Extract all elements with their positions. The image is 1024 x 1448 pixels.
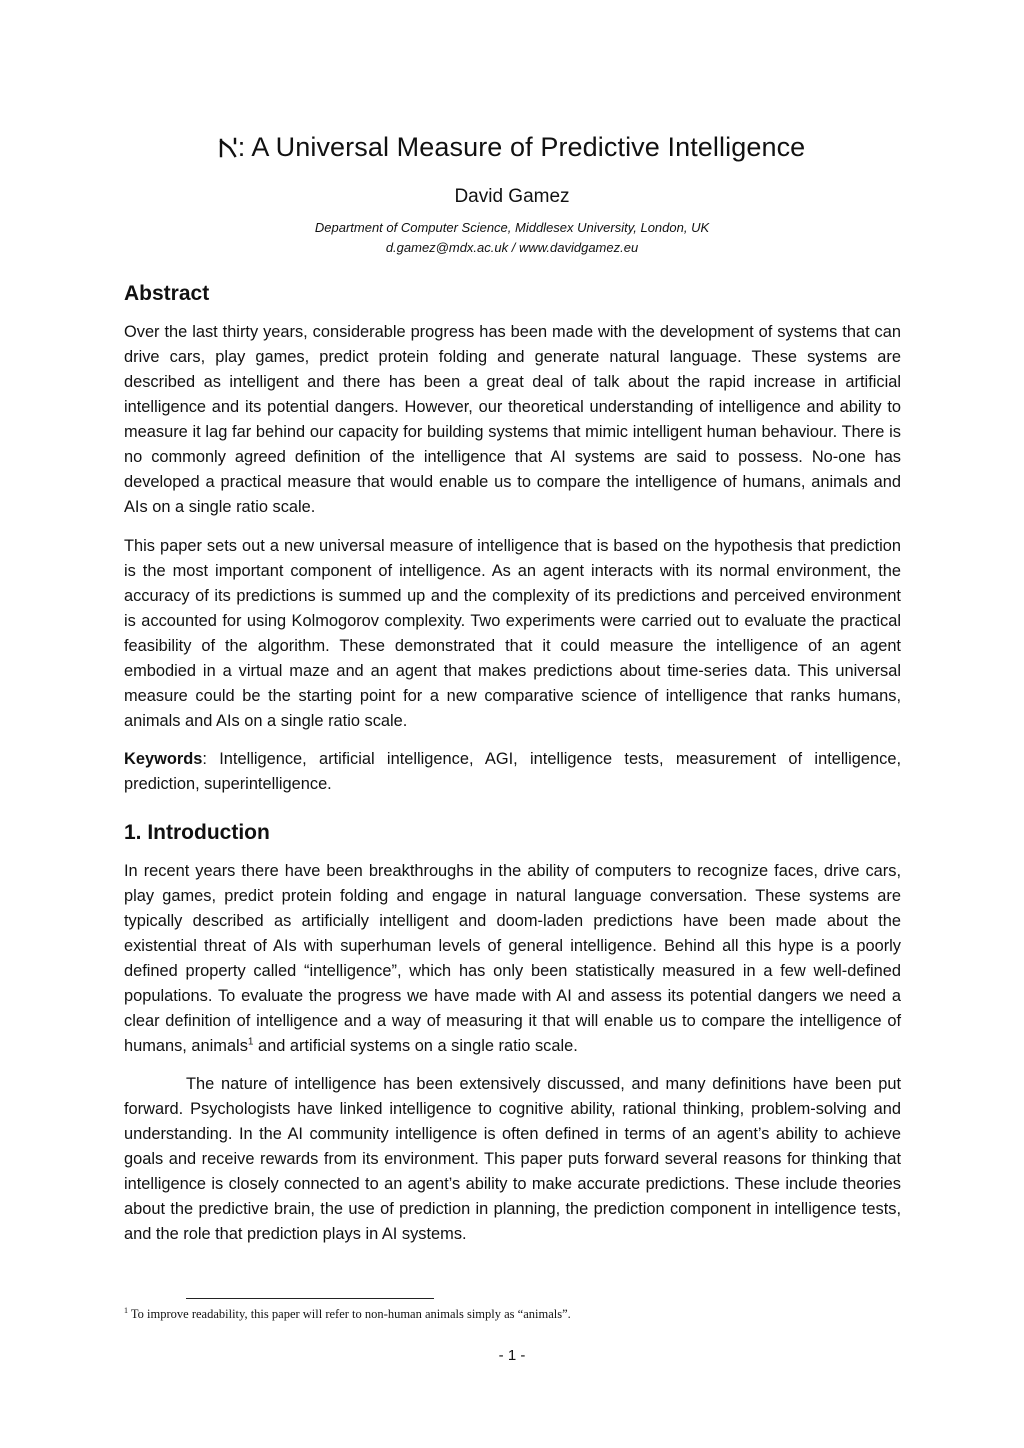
introduction-paragraph-1-text: In recent years there have been breakthroughs in the ability of computers to recognize faces, drive cars, play games, predict protein folding and engage in natural language conversation. These systems are typically described as artificially intelligent and doom-laden predictions have been made about the existential threat of AIs with superhuman levels of general intelligence. Behind all this hype is a poorly defined property called “intelligence”, which has only been statistically measured in a few well-defined populations. To evaluate the progress we have made with AI and assess its potential dangers we need a clear definition of intelligence and a way of measuring it that will enable us to compare the intelligence of humans, animals — [124, 862, 901, 1055]
keywords-text: : Intelligence, artificial intelligence, AGI, intelligence tests, measurement of intelligence, prediction, superintelligence. — [124, 750, 901, 793]
keywords — [124, 747, 901, 797]
author-affiliation: Department of Computer Science, Middlesex University, London, UK — [314, 220, 710, 235]
author-name: David Gamez — [454, 186, 570, 207]
kappa-symbol-icon — [219, 135, 237, 166]
footnote-divider — [186, 1298, 434, 1299]
footnote-reference[interactable]: 1 — [247, 1036, 254, 1048]
author-contact: d.gamez@mdx.ac.uk / www.davidgamez.eu — [385, 240, 639, 255]
footnote-marker: 1 — [124, 1305, 128, 1315]
footnote — [124, 1307, 571, 1322]
abstract-heading: Abstract — [124, 282, 210, 305]
abstract-paragraph-1: Over the last thirty years, considerable progress has been made with the development of systems that can drive cars, play games, predict protein folding and generate natural language. These systems are described as intelligent and there has been a great deal of talk about the rapid increase in artificial intelligence and its potential dangers. However, our theoretical understanding of intelligence and ability to measure it lag far behind our capacity for building systems that mimic intelligent human behaviour. There is no commonly agreed definition of the intelligence that AI systems are said to possess. No-one has developed a practical measure that would enable us to compare the intelligence of humans, animals and AIs on a single ratio scale. — [124, 323, 901, 516]
paper-title — [0, 132, 1024, 166]
footnote-text: To improve readability, this paper will refer to non-human animals simply as “animals”. — [128, 1307, 571, 1321]
introduction-heading: 1. Introduction — [124, 821, 270, 844]
introduction-paragraph-1-end: and artificial systems on a single ratio scale. — [253, 1037, 578, 1055]
introduction-paragraph-2: The nature of intelligence has been extensively discussed, and many definitions have been put forward. Psychologists have linked intelligence to cognitive ability, rational thinking, problem-solving and understanding. In the AI community intelligence is often defined in terms of an agent’s ability to achieve goals and receive rewards from its environment. This paper puts forward several reasons for thinking that intelligence is closely connected to an agent’s ability to make accurate predictions. These include theories about the predictive brain, the use of prediction in planning, the prediction component in intelligence tests, and the role that prediction plays in AI systems. — [124, 1075, 901, 1243]
keywords-label: Keywords — [124, 750, 203, 768]
introduction-paragraph-1 — [124, 859, 901, 1059]
paper-title-text: : A Universal Measure of Predictive Intelligence — [237, 132, 806, 162]
abstract-paragraph-2: This paper sets out a new universal measure of intelligence that is based on the hypothesis that prediction is the most important component of intelligence. As an agent interacts with its normal environment, the accuracy of its predictions is summed up and the complexity of its predictions and perceived environment is accounted for using Kolmogorov complexity. Two experiments were carried out to evaluate the practical feasibility of the algorithm. These demonstrated that it could measure the intelligence of an agent embodied in a virtual maze and an agent that makes predictions about time-series data. This universal measure could be the starting point for a new comparative science of intelligence that ranks humans, animals and AIs on a single ratio scale. — [124, 537, 901, 730]
page-number: - 1 - — [498, 1347, 526, 1364]
